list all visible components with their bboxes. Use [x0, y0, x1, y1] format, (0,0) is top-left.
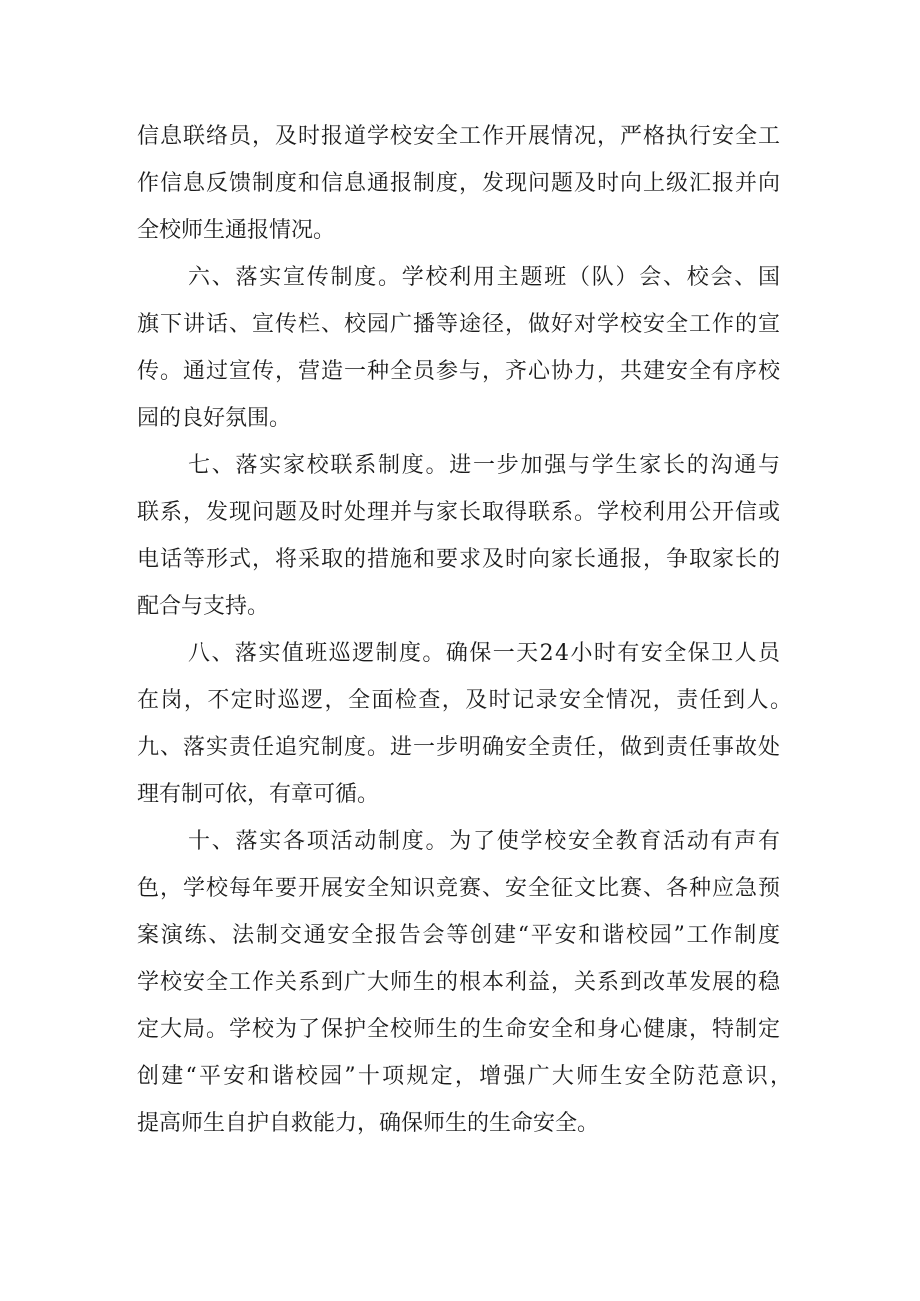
- document-line-text: 传。通过宣传，营造一种全员参与，齐心协力，共建安全有序校: [137, 359, 781, 384]
- document-line-text: 定大局。学校为了保护全校师生的生命安全和身心健康，特制定: [137, 1017, 781, 1042]
- document-line: [0, 728, 920, 768]
- document-line-text: 电话等形式，将采取的措施和要求及时向家长通报，争取家长的: [137, 547, 781, 572]
- document-line: [0, 1104, 920, 1144]
- document-line-text: 八、落实值班巡逻制度。确保一天24小时有安全保卫人员: [188, 641, 782, 666]
- document-line: [0, 446, 920, 486]
- document-line: [0, 258, 920, 298]
- document-line-text: 创建“平安和谐校园”十项规定，增强广大师生安全防范意识，: [137, 1064, 795, 1089]
- document-line: [0, 1057, 920, 1097]
- document-line-text: 七、落实家校联系制度。进一步加强与学生家长的沟通与: [188, 453, 782, 478]
- document-line: [0, 352, 920, 392]
- document-line-text: 旗下讲话、宣传栏、校园广播等途径，做好对学校安全工作的宣: [137, 312, 781, 337]
- document-line: [0, 399, 920, 439]
- document-line-text: 提高师生自护自救能力，确保师生的生命安全。: [137, 1111, 600, 1136]
- document-line-text: 九、落实责任追究制度。进一步明确安全责任，做到责任事故处: [137, 735, 781, 760]
- document-line-text: 在岗，不定时巡逻，全面检查，及时记录安全情况，责任到人。: [137, 688, 794, 713]
- document-line-text: 理有制可依，有章可循。: [137, 782, 380, 807]
- document-line: [0, 587, 920, 627]
- document-line: [0, 117, 920, 157]
- document-line-text: 学校安全工作关系到广大师生的根本利益，关系到改革发展的稳: [137, 970, 781, 995]
- document-line-text: 六、落实宣传制度。学校利用主题班（队）会、校会、国: [188, 265, 782, 290]
- document-line: [0, 869, 920, 909]
- document-line: [0, 211, 920, 251]
- document-line-text: 案演练、法制交通安全报告会等创建“平安和谐校园”工作制度: [137, 923, 782, 948]
- document-line: [0, 634, 920, 674]
- document-line: [0, 916, 920, 956]
- document-line: [0, 963, 920, 1003]
- document-line-text: 十、落实各项活动制度。为了使学校安全教育活动有声有: [188, 829, 782, 854]
- document-line-text: 联系，发现问题及时处理并与家长取得联系。学校利用公开信或: [137, 500, 781, 525]
- document-line-text: 作信息反馈制度和信息通报制度，发现问题及时向上级汇报并向: [137, 171, 781, 196]
- document-line: [0, 305, 920, 345]
- document-line: [0, 775, 920, 815]
- document-line-text: 色，学校每年要开展安全知识竞赛、安全征文比赛、各种应急预: [137, 876, 781, 901]
- document-line: [0, 164, 920, 204]
- document-line-text: 园的良好氛围。: [137, 406, 292, 431]
- document-line-text: 配合与支持。: [137, 594, 270, 619]
- document-line: [0, 540, 920, 580]
- document-line: [0, 493, 920, 533]
- document-line-text: 信息联络员，及时报道学校安全工作开展情况，严格执行安全工: [137, 124, 781, 149]
- document-line-text: 全校师生通报情况。: [137, 218, 336, 243]
- document-line: [0, 822, 920, 862]
- document-line: [0, 681, 920, 721]
- document-line: [0, 1010, 920, 1050]
